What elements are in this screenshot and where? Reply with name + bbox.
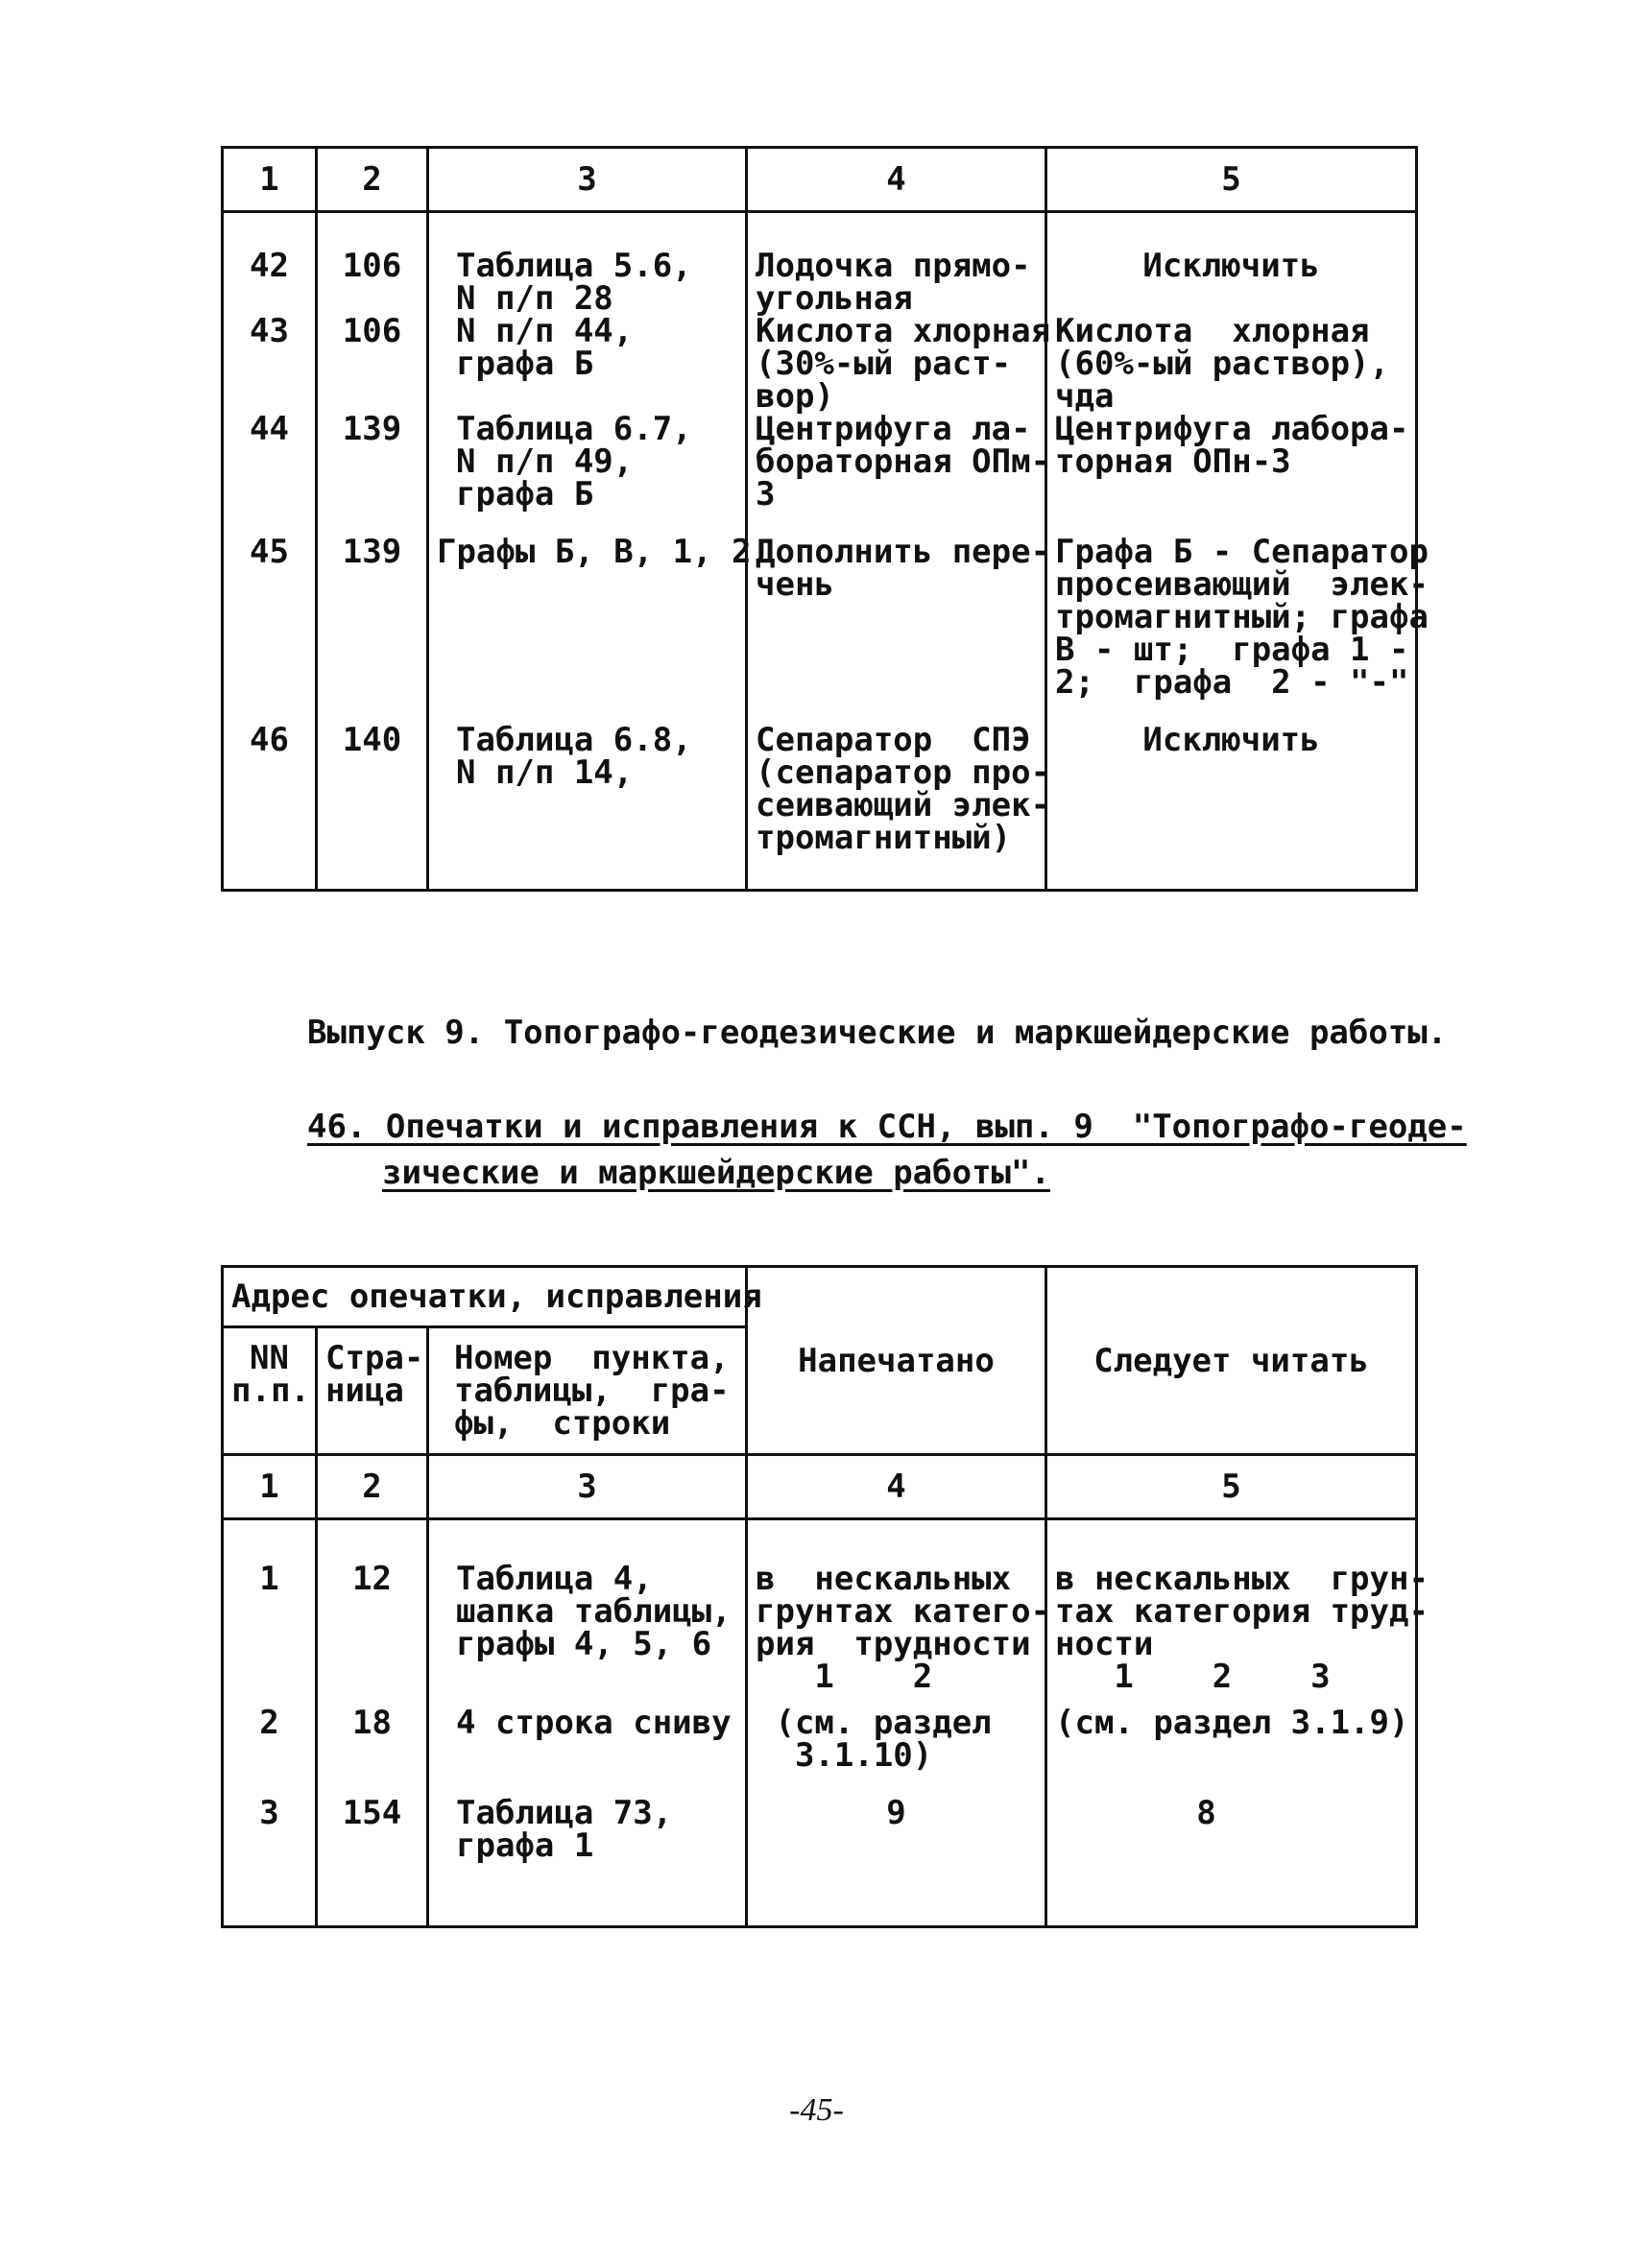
header-cell: 4: [747, 148, 1046, 212]
section-heading-line1: 46. Опечатки и исправления к ССН, вып. 9 "Топографо-геоде-: [307, 1108, 1467, 1146]
cell-number: 2: [223, 1693, 317, 1787]
cell-number: 43: [223, 315, 317, 413]
table-row: [223, 1519, 1417, 1694]
header-cell: 2: [317, 1455, 428, 1519]
header-cell: 3: [428, 1455, 747, 1519]
table-row: [223, 413, 1417, 536]
cell-printed: в нескальных грунтах катего- рия трудности 1 2: [747, 1519, 1046, 1694]
cell-page: 139: [317, 536, 428, 724]
section-heading-line2: зические и маркшейдерские работы".: [382, 1154, 1050, 1192]
table-row: [223, 1693, 1417, 1787]
cell-printed: Кислота хлорная (30%-ый раст- вор): [747, 315, 1046, 413]
header-nn: NN п.п.: [223, 1327, 317, 1455]
group-header-row: [223, 1267, 1417, 1327]
cell-address: Таблица 6.8, N п/п 14,: [428, 724, 747, 891]
cell-correct: Кислота хлорная (60%-ый раствор), чда: [1046, 315, 1417, 413]
table-header-row: [223, 148, 1417, 212]
header-correct: Следует читать: [1046, 1267, 1417, 1455]
cell-address: Графы Б, В, 1, 2: [428, 536, 747, 724]
cell-address: N п/п 44, графа Б: [428, 315, 747, 413]
cell-page: 139: [317, 413, 428, 536]
cell-address: Таблица 4, шапка таблицы, графы 4, 5, 6: [428, 1519, 747, 1694]
header-cell: 5: [1046, 1455, 1417, 1519]
cell-correct: Исключить: [1046, 212, 1417, 316]
header-cell: 4: [747, 1455, 1046, 1519]
table-number-row: [223, 1455, 1417, 1519]
cell-page: 140: [317, 724, 428, 891]
cell-page: 18: [317, 1693, 428, 1787]
cell-printed: Центрифуга ла- бораторная ОПм- 3: [747, 413, 1046, 536]
header-cell: 3: [428, 148, 747, 212]
header-address: Номер пункта, таблицы, гра- фы, строки: [428, 1327, 747, 1455]
cell-page: 12: [317, 1519, 428, 1694]
cell-address: Таблица 6.7, N п/п 49, графа Б: [428, 413, 747, 536]
cell-address: 4 строка сниву: [428, 1693, 747, 1787]
cell-printed: 9: [747, 1787, 1046, 1927]
cell-number: 42: [223, 212, 317, 316]
cell-number: 46: [223, 724, 317, 891]
cell-printed: Дополнить пере- чень: [747, 536, 1046, 724]
table-row: [223, 315, 1417, 413]
table-row: [223, 1787, 1417, 1927]
header-page: Стра- ница: [317, 1327, 428, 1455]
cell-number: 45: [223, 536, 317, 724]
table-row: [223, 724, 1417, 891]
cell-correct: (см. раздел 3.1.9): [1046, 1693, 1417, 1787]
cell-address: Таблица 5.6, N п/п 28: [428, 212, 747, 316]
cell-correct: Исключить: [1046, 724, 1417, 891]
cell-address: Таблица 73, графа 1: [428, 1787, 747, 1927]
header-cell: 2: [317, 148, 428, 212]
cell-correct: в нескальных грун- тах категория труд- ности 1 2 3: [1046, 1519, 1417, 1694]
issue-title: Выпуск 9. Топографо-геодезические и маркшейдерские работы.: [307, 1014, 1448, 1052]
table-row: [223, 536, 1417, 724]
table-corrections-issue9: [221, 1265, 1429, 1928]
cell-printed: (см. раздел 3.1.10): [747, 1693, 1046, 1787]
group-header-cell: Адрес опечатки, исправления: [223, 1267, 747, 1327]
header-cell: 5: [1046, 148, 1417, 212]
cell-correct: Центрифуга лабора- торная ОПн-3: [1046, 413, 1417, 536]
cell-correct: Графа Б - Сепаратор просеивающий элек- тромагнитный; графа В - шт; графа 1 - 2; графа 2 - "-": [1046, 536, 1417, 724]
table-corrections-continued: [221, 146, 1429, 892]
page-number: -45-: [789, 2092, 844, 2128]
cell-correct: 8: [1046, 1787, 1417, 1927]
header-cell: 1: [223, 1455, 317, 1519]
cell-page: 106: [317, 315, 428, 413]
table-row: [223, 212, 1417, 316]
cell-printed: Лодочка прямо- угольная: [747, 212, 1046, 316]
cell-number: 1: [223, 1519, 317, 1694]
cell-printed: Сепаратор СПЭ (сепаратор про- сеивающий элек- тромагнитный): [747, 724, 1046, 891]
cell-page: 106: [317, 212, 428, 316]
header-printed: Напечатано: [747, 1267, 1046, 1455]
cell-number: 44: [223, 413, 317, 536]
cell-number: 3: [223, 1787, 317, 1927]
cell-page: 154: [317, 1787, 428, 1927]
header-cell: 1: [223, 148, 317, 212]
